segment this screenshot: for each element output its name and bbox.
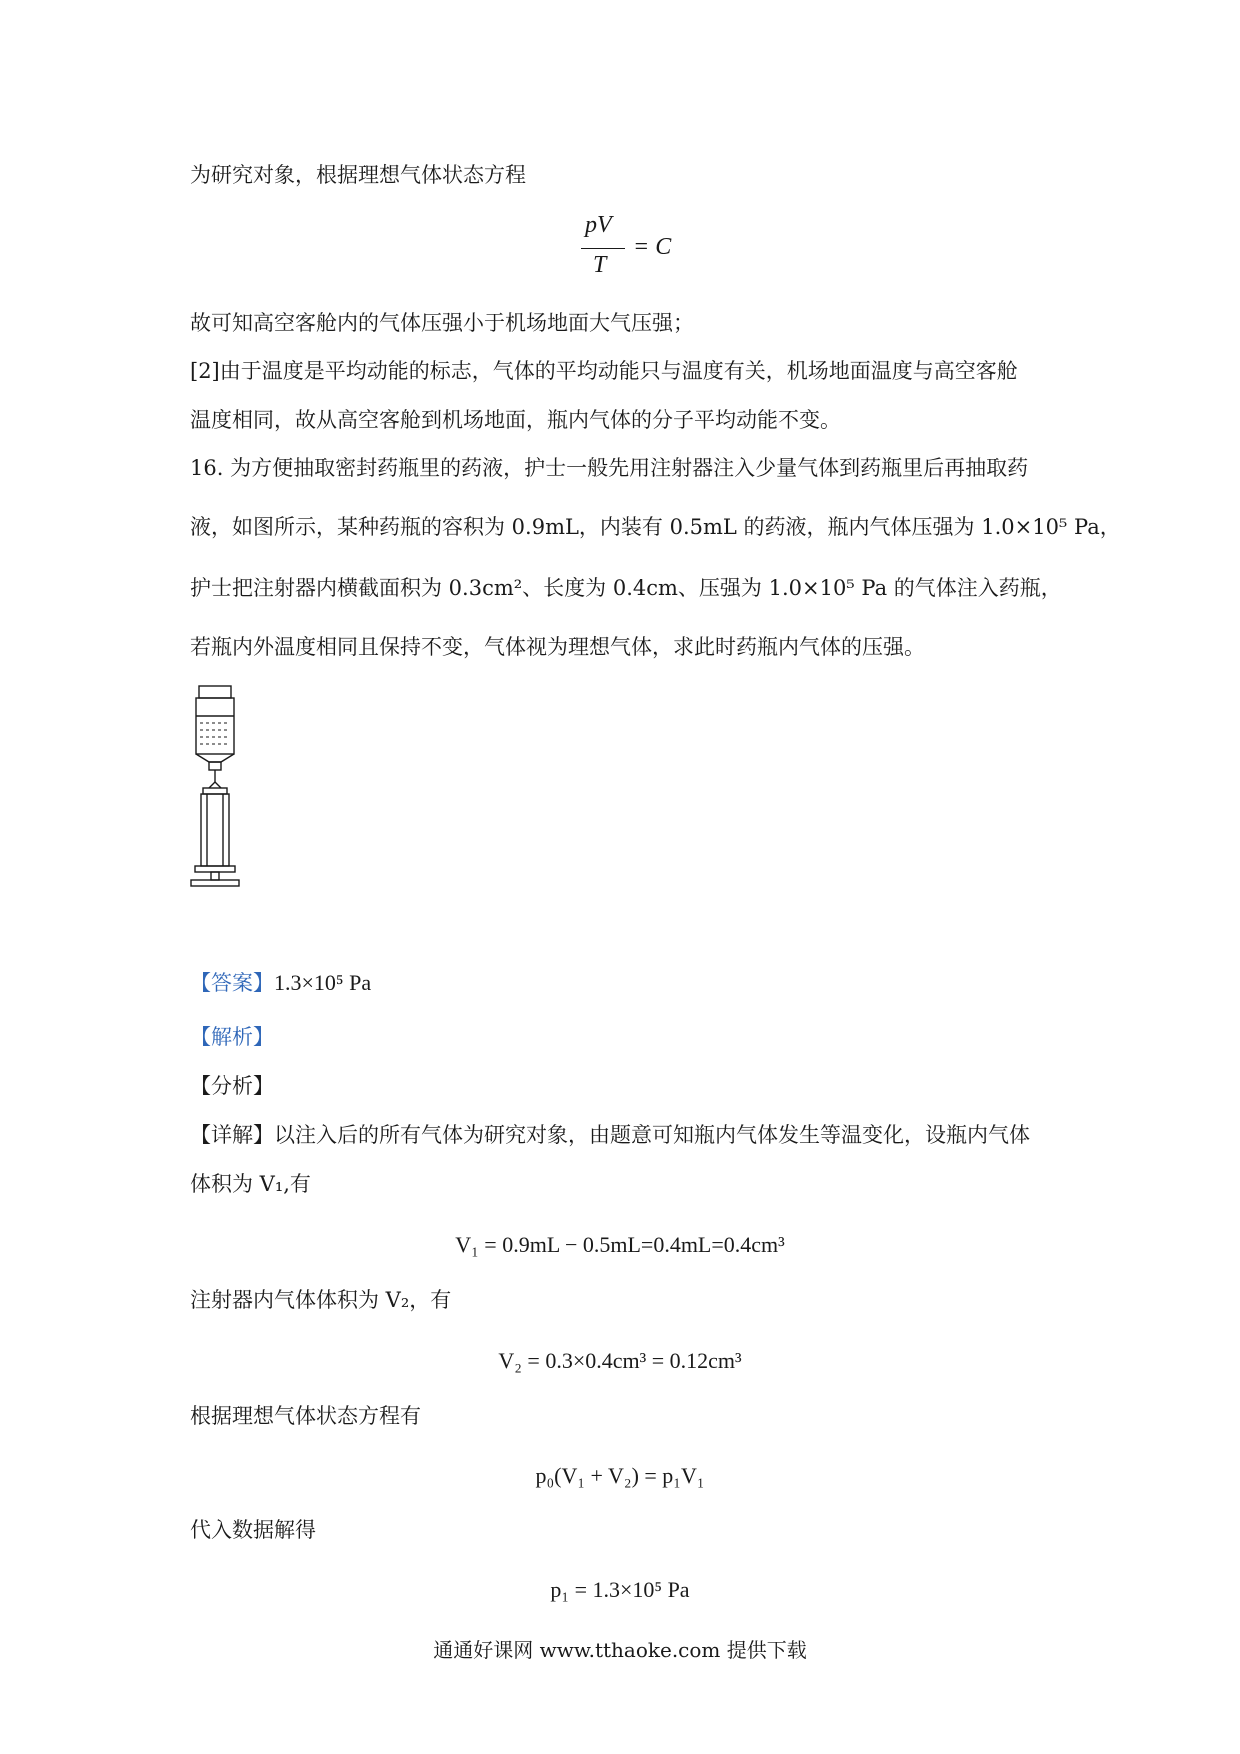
- text-line-3: [2]由于温度是平均动能的标志，气体的平均动能只与温度有关，机场地面温度与高空客舱: [190, 359, 1018, 383]
- detail-line-1: [190, 1125, 1030, 1146]
- answer-label: 【答案】: [190, 971, 274, 995]
- analysis-label: 【解析】: [190, 1025, 274, 1049]
- vial-syringe-diagram: [185, 682, 245, 892]
- equation-result: p₁ = 1.3×10⁵ Pa: [550, 1577, 690, 1602]
- fraction-denominator: T: [593, 252, 607, 278]
- text-line-1: 为研究对象，根据理想气体状态方程: [190, 163, 526, 187]
- detail-text: 以注入后的所有气体为研究对象，由题意可知瓶内气体发生等温变化，设瓶内气体: [274, 1123, 1030, 1147]
- question-16-line-3: 护士把注射器内横截面积为 0.3cm²、长度为 0.4cm、压强为 1.0×10⁵ Pa 的气体注入药瓶，: [190, 576, 1062, 600]
- question-16-line-1: 16. 为方便抽取密封药瓶里的药液，护士一般先用注射器注入少量气体到药瓶里后再抽取药: [190, 456, 1029, 480]
- fraction-numerator: pV: [585, 212, 612, 238]
- detail-line-2: 体积为 V₁,有: [190, 1172, 311, 1196]
- fraction-bar: [581, 248, 625, 249]
- v2-line: 注射器内气体体积为 V₂，有: [190, 1288, 452, 1312]
- text-line-2: 故可知高空客舱内的气体压强小于机场地面大气压强；: [190, 311, 694, 335]
- question-16-line-2: 液，如图所示，某种药瓶的容积为 0.9mL，内装有 0.5mL 的药液，瓶内气体压强为 1.0×10⁵ Pa，: [190, 515, 1121, 539]
- text-line-4: 温度相同，故从高空客舱到机场地面，瓶内气体的分子平均动能不变。: [190, 408, 841, 432]
- equation-v2: V₂ = 0.3×0.4cm³ = 0.12cm³: [498, 1348, 742, 1373]
- answer-value: 1.3×10⁵ Pa: [274, 970, 372, 995]
- equation-state: p₀(V₁ + V₂) = p₁V₁: [535, 1463, 705, 1488]
- footer-watermark: 通通好课网 www.tthaoke.com 提供下载: [433, 1638, 807, 1662]
- equation-v1: V₁ = 0.9mL − 0.5mL=0.4mL=0.4cm³: [455, 1232, 785, 1257]
- detail-label: 【详解】: [190, 1123, 274, 1147]
- fraction-rhs: = C: [633, 234, 672, 260]
- ideal-gas-line: 根据理想气体状态方程有: [190, 1404, 421, 1428]
- answer-line: [190, 972, 371, 994]
- fenxi-label: 【分析】: [190, 1074, 274, 1098]
- substitute-line: 代入数据解得: [190, 1518, 316, 1542]
- question-16-line-4: 若瓶内外温度相同且保持不变，气体视为理想气体，求此时药瓶内气体的压强。: [190, 635, 925, 659]
